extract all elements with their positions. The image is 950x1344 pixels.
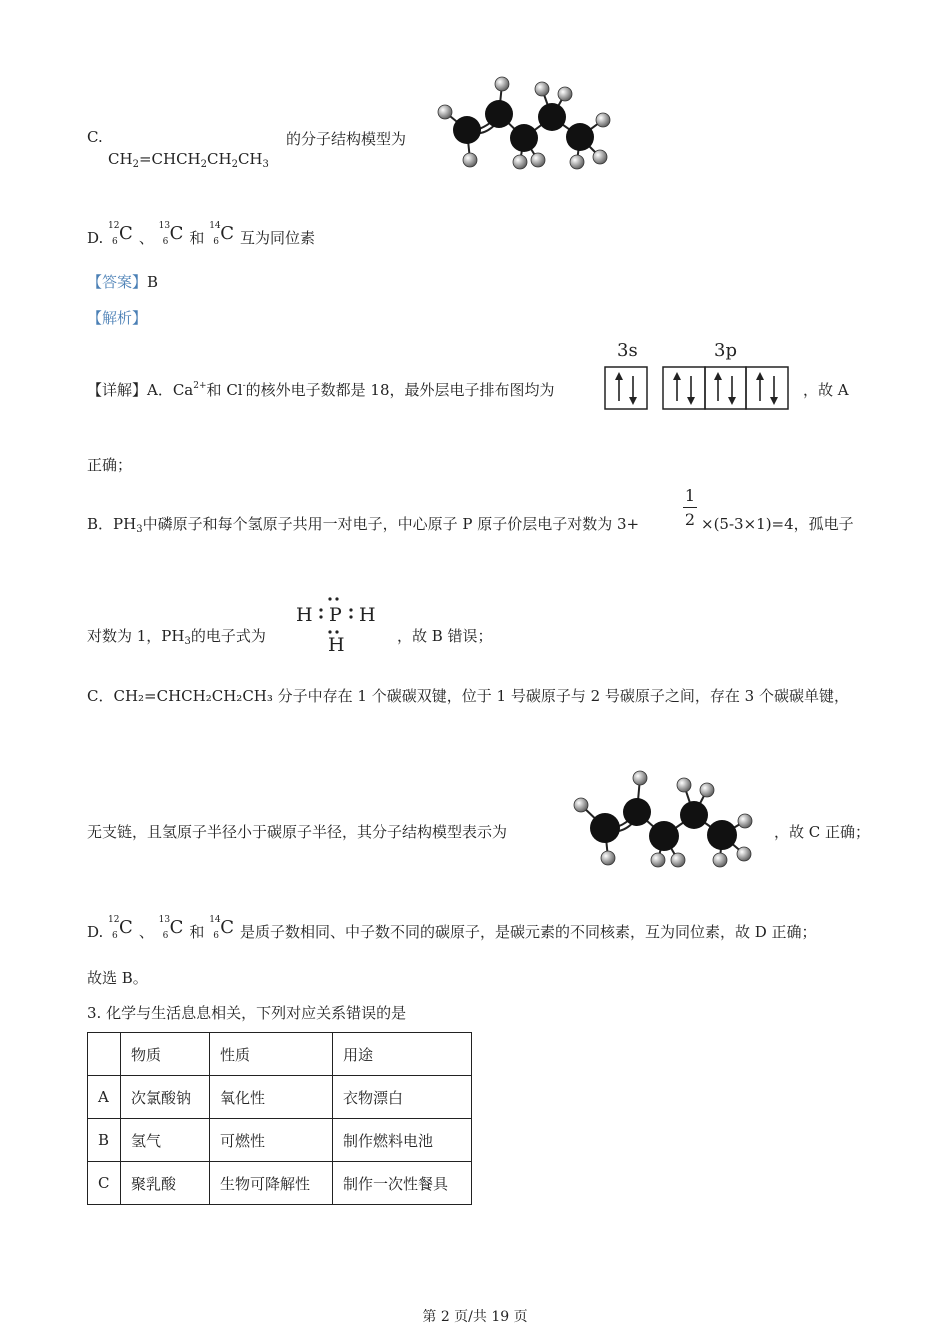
table-cell: 聚乳酸 bbox=[121, 1162, 210, 1205]
table-cell: 制作一次性餐具 bbox=[333, 1162, 472, 1205]
lewis-h-left: H bbox=[296, 604, 313, 626]
answer-tag: 【答案】 bbox=[87, 273, 148, 291]
detail-a-tail: ，故 A bbox=[803, 381, 849, 399]
analysis-tag: 【解析】 bbox=[87, 309, 148, 327]
table-cell: 次氯酸钠 bbox=[121, 1076, 210, 1119]
answer-line bbox=[87, 271, 158, 292]
table-cell: C bbox=[88, 1162, 121, 1205]
detail-c-line2-tail: ，故 C 正确； bbox=[774, 823, 871, 841]
orbital-3s-label: 3s bbox=[617, 340, 638, 361]
table-cell: 可燃性 bbox=[210, 1119, 333, 1162]
orbital-3p-label: 3p bbox=[714, 340, 737, 361]
option-c-formula: $CH_2=CHCH_2CH_2CH_3$ bbox=[108, 150, 269, 170]
page-footer: 第 2 页/共 19 页 bbox=[422, 1309, 528, 1325]
detail-a-line: 【详解】A．$Ca^{2+}$和 Cl-的核外电子数都是 18，最外层电子排布图均为 bbox=[87, 381, 555, 399]
table-header-cell bbox=[88, 1033, 121, 1076]
molecule-model-image-1 bbox=[432, 72, 617, 177]
table-row bbox=[88, 1162, 472, 1205]
isotope-c13: 13 6 C bbox=[158, 915, 184, 941]
molecule-model-image-2 bbox=[570, 768, 755, 873]
detail-b-line1-tail: ×(5-3×1)=4，孤电子 bbox=[701, 515, 854, 533]
option-c-text: 的分子结构模型为 bbox=[286, 130, 407, 148]
detail-d-line: D. 12 6 C 、 13 6 C 和 14 6 C 是质子数相同、中子数不同的碳原子，是碳元素的不同核素，互为同位素，故 D 正确； bbox=[87, 915, 817, 941]
lewis-h-bottom: H bbox=[328, 634, 345, 656]
table-header-row bbox=[88, 1033, 472, 1076]
table-header-cell: 性质 bbox=[210, 1033, 333, 1076]
table-header-cell: 用途 bbox=[333, 1033, 472, 1076]
lewis-electron-dots bbox=[310, 596, 360, 638]
table-cell: 氢气 bbox=[121, 1119, 210, 1162]
detail-b-line2: 对数为 1，$PH_3$的电子式为 bbox=[87, 627, 266, 647]
conclusion: 故选 B。 bbox=[87, 969, 148, 987]
table-header-cell: 物质 bbox=[121, 1033, 210, 1076]
table-cell: 生物可降解性 bbox=[210, 1162, 333, 1205]
isotope-c12: 12 6 C bbox=[108, 915, 133, 941]
fraction-half: 1 2 bbox=[684, 486, 696, 529]
question-3-title: 3. 化学与生活息息相关，下列对应关系错误的是 bbox=[87, 1004, 407, 1022]
isotope-c12: 12 6 C bbox=[108, 221, 133, 247]
detail-b-line2-tail: ，故 B 错误； bbox=[397, 627, 493, 645]
option-d: D. 12 6 C 、 13 6 C 和 14 6 C 互为同位素 bbox=[87, 221, 315, 247]
detail-c-line1: C．CH₂=CHCH₂CH₂CH₃ 分子中存在 1 个碳碳双键，位于 1 号碳原子与 2 号碳原子之间，存在 3 个碳碳单键， bbox=[87, 687, 849, 705]
table-row bbox=[88, 1076, 472, 1119]
table-cell: A bbox=[88, 1076, 121, 1119]
table-row bbox=[88, 1119, 472, 1162]
lewis-p: P bbox=[329, 604, 342, 626]
lewis-h-right: H bbox=[359, 604, 376, 626]
question-3-table bbox=[87, 1032, 472, 1205]
isotope-c14: 14 6 C bbox=[209, 221, 234, 247]
detail-b-line1: B．$PH_3$中磷原子和每个氢原子共用一对电子，中心原子 P 原子价层电子对数为 3+ bbox=[87, 515, 640, 535]
table-cell: 氧化性 bbox=[210, 1076, 333, 1119]
detail-a-line2: 正确； bbox=[87, 456, 133, 474]
table-cell: B bbox=[88, 1119, 121, 1162]
isotope-c13: 13 6 C bbox=[158, 221, 184, 247]
detail-c-line2: 无支链，且氢原子半径小于碳原子半径，其分子结构模型表示为 bbox=[87, 823, 508, 841]
table-cell: 制作燃料电池 bbox=[333, 1119, 472, 1162]
option-c-label: C. bbox=[87, 128, 103, 146]
table-cell: 衣物漂白 bbox=[333, 1076, 472, 1119]
orbital-diagram bbox=[604, 366, 790, 412]
isotope-c14: 14 6 C bbox=[209, 915, 234, 941]
answer-value: B bbox=[147, 273, 159, 291]
